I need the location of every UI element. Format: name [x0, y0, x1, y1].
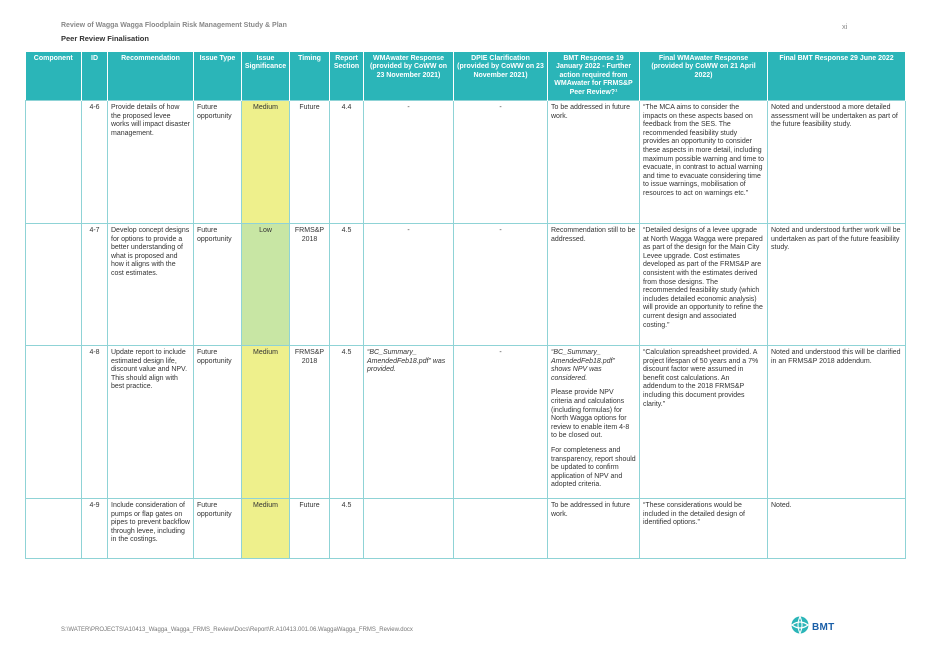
cell-final-bmt-response: Noted and understood this will be clarified in an FRMS&P 2018 addendum. [768, 346, 906, 499]
col-header-issue-significance: Issue Significance [242, 52, 290, 101]
col-header-bmt-response: BMT Response 19 January 2022 - Further action required from WMAwater for FRMS&P Peer Review?¹ [548, 52, 640, 101]
cell-wmawater-response: - [364, 101, 454, 224]
cell-bmt-response [548, 346, 640, 499]
cell-recommendation: Develop concept designs for options to provide a better understanding of what is proposed and how it aligns with the cost estimates. [108, 224, 194, 346]
logo-text: BMT [812, 622, 835, 633]
cell-significance: Low [242, 224, 290, 346]
table-row [26, 224, 906, 346]
bmt-response-paragraph: “BC_Summary_ AmendedFeb18.pdf” shows NPV was considered. [551, 349, 615, 382]
col-header-issue-type: Issue Type [194, 52, 242, 101]
bmt-response-paragraph: To be addressed in future work. [551, 502, 630, 518]
cell-timing: Future [290, 499, 330, 559]
cell-final-wmawater-response: “Detailed designs of a levee upgrade at North Wagga Wagga were prepared as part of the design for the Main City Levee upgrade. Cost estimates developed as part of the FRMS&P are consistent with the estimates derived from those designs. The recommended feasibility study (which includes detailed economic analysis) will provide an opportunity to refine the current design and associated costing.” [640, 224, 768, 346]
page-number: xi [842, 22, 848, 31]
cell-recommendation: Provide details of how the proposed levee works will impact disaster management. [108, 101, 194, 224]
file-path: S:\WATER\PROJECTS\A10413_Wagga_Wagga_FRMS_Review\Docs\Report\R.A10413.001.06.WaggaWagga_FRMS_Review.docx [61, 627, 413, 633]
cell-component [26, 224, 82, 346]
cell-section: 4.4 [330, 101, 364, 224]
cell-issue-type: Future opportunity [194, 346, 242, 499]
table-row [26, 101, 906, 224]
cell-id: 4-8 [82, 346, 108, 499]
cell-significance: Medium [242, 346, 290, 499]
cell-final-bmt-response: Noted. [768, 499, 906, 559]
col-header-recommendation: Recommendation [108, 52, 194, 101]
col-header-wmawater-response: WMAwater Response (provided by CoWW on 23 November 2021) [364, 52, 454, 101]
cell-section: 4.5 [330, 346, 364, 499]
cell-final-wmawater-response: “Calculation spreadsheet provided. A project lifespan of 50 years and a 7% discount factor were assumed in benefit cost calculations. An addendum to the 2018 FRMS&P including this document provides clarity.” [640, 346, 768, 499]
globe-icon [790, 615, 810, 640]
cell-dpie-clarification: - [454, 101, 548, 224]
cell-bmt-response [548, 224, 640, 346]
col-header-component: Component [26, 52, 82, 101]
cell-timing: FRMS&P 2018 [290, 346, 330, 499]
cell-final-wmawater-response: “The MCA aims to consider the impacts on these aspects based on feedback from the SES. The recommended feasibility study provides an opportunity to consider these aspects in more detail, including maximum possible warning and time to evacuate, in contrast to actual warning and time to evacuate considering time to issue warnings, mobilisation of resources to act on warnings etc.” [640, 101, 768, 224]
cell-component [26, 101, 82, 224]
cell-recommendation: Update report to include estimated design life, discount value and NPV. This should align with best practice. [108, 346, 194, 499]
cell-section: 4.5 [330, 499, 364, 559]
cell-section: 4.5 [330, 224, 364, 346]
cell-issue-type: Future opportunity [194, 224, 242, 346]
cell-bmt-response [548, 101, 640, 224]
cell-dpie-clarification: - [454, 346, 548, 499]
col-header-final-bmt-response: Final BMT Response 29 June 2022 [768, 52, 906, 101]
cell-wmawater-response: - [364, 224, 454, 346]
cell-final-bmt-response: Noted and understood further work will be undertaken as part of the future feasibility study. [768, 224, 906, 346]
cell-significance: Medium [242, 101, 290, 224]
cell-bmt-response [548, 499, 640, 559]
peer-review-table [25, 52, 906, 559]
cell-timing: Future [290, 101, 330, 224]
col-header-report-section: Report Section [330, 52, 364, 101]
section-title: Peer Review Finalisation [61, 34, 149, 43]
bmt-response-paragraph: Recommendation still to be addressed. [551, 227, 636, 243]
cell-dpie-clarification: - [454, 224, 548, 346]
table-row [26, 346, 906, 499]
cell-timing: FRMS&P 2018 [290, 224, 330, 346]
cell-significance: Medium [242, 499, 290, 559]
cell-wmawater-response: “BC_Summary_ AmendedFeb18.pdf” was provided. [364, 346, 454, 499]
col-header-dpie-clarification: DPIE Clarification (provided by CoWW on 23 November 2021) [454, 52, 548, 101]
cell-final-wmawater-response: “These considerations would be included in the detailed design of identified options.” [640, 499, 768, 559]
bmt-response-paragraph: Please provide NPV criteria and calculations (including formulas) for North Wagga options for review to enable item 4-8 to be closed out. [551, 389, 630, 440]
cell-dpie-clarification [454, 499, 548, 559]
cell-wmawater-response [364, 499, 454, 559]
cell-component [26, 499, 82, 559]
table-row [26, 499, 906, 559]
document-title: Review of Wagga Wagga Floodplain Risk Management Study & Plan [61, 22, 287, 29]
bmt-logo [790, 615, 835, 640]
bmt-response-paragraph: For completeness and transparency, report should be updated to confirm application of NPV and adopted criteria. [551, 446, 636, 489]
cell-component [26, 346, 82, 499]
cell-final-bmt-response: Noted and understood a more detailed assessment will be undertaken as part of the future feasibility study. [768, 101, 906, 224]
cell-id: 4-6 [82, 101, 108, 224]
table-header-row [26, 52, 906, 101]
col-header-id: ID [82, 52, 108, 101]
col-header-final-wmawater-response: Final WMAwater Response (provided by CoWW on 21 April 2022) [640, 52, 768, 101]
cell-id: 4-7 [82, 224, 108, 346]
cell-id: 4-9 [82, 499, 108, 559]
cell-issue-type: Future opportunity [194, 101, 242, 224]
cell-recommendation: Include consideration of pumps or flap gates on pipes to prevent backflow through levee, including in the costings. [108, 499, 194, 559]
bmt-response-paragraph: To be addressed in future work. [551, 104, 630, 120]
cell-issue-type: Future opportunity [194, 499, 242, 559]
col-header-timing: Timing [290, 52, 330, 101]
